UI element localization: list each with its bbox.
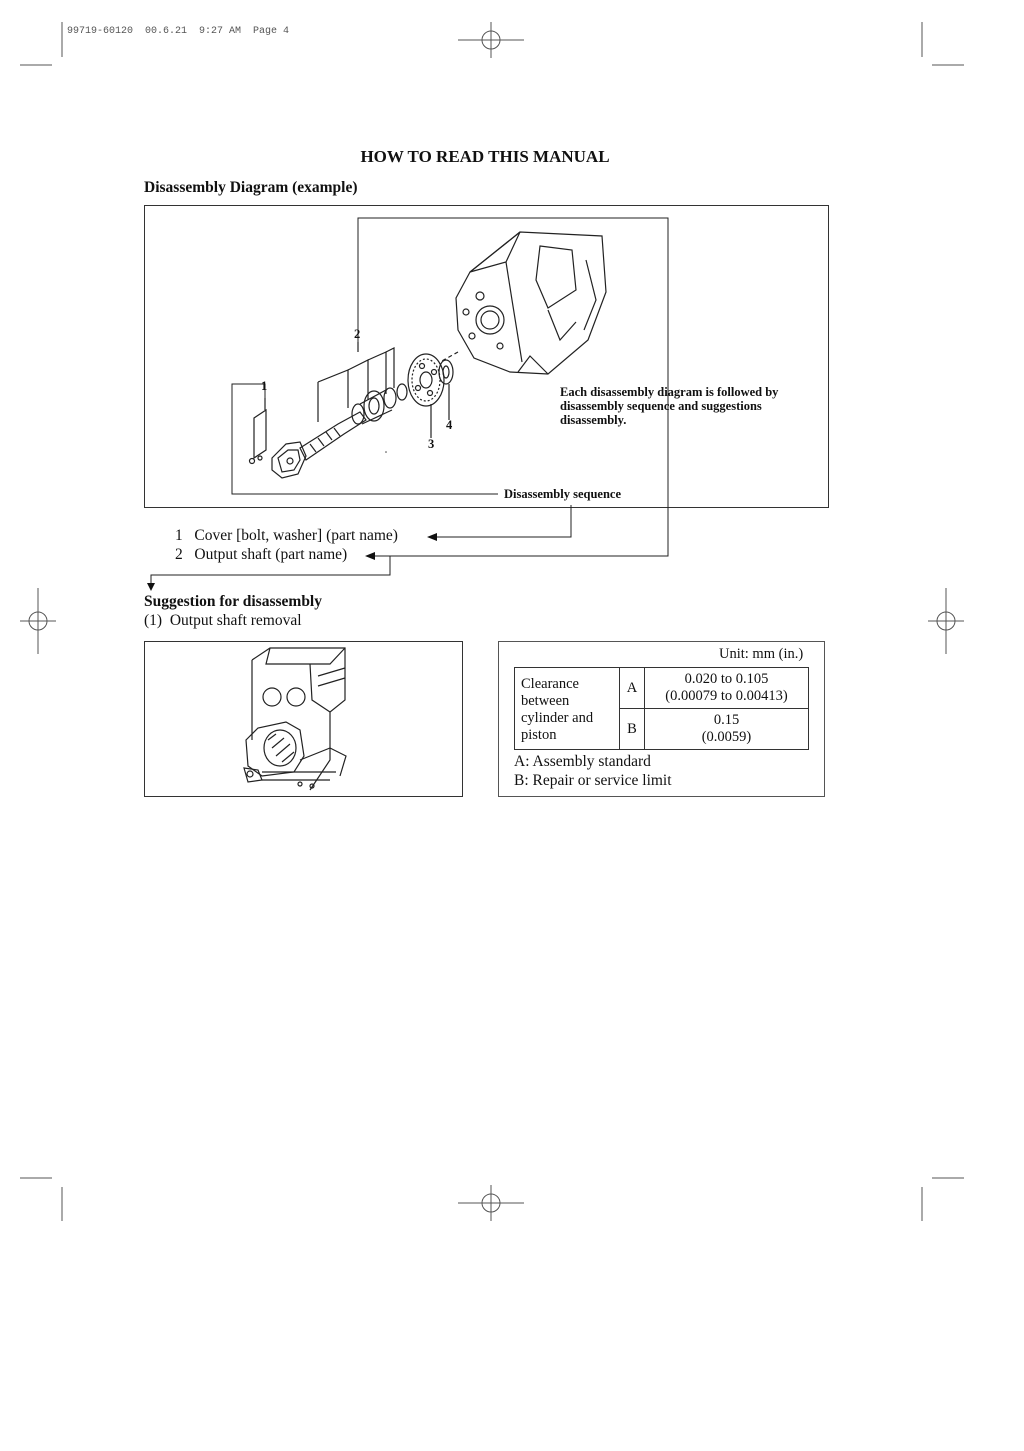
spec-unit: Unit: mm (in.) (719, 646, 804, 662)
print-slug: 99719-60120 00.6.21 9:27 AM Page 4 (67, 26, 290, 37)
diagram-explanation-line: Each disassembly diagram is followed by (560, 385, 779, 399)
spec-item-line: piston (521, 727, 557, 743)
suggestion-heading: Suggestion for disassembly (144, 593, 322, 610)
spec-item-cell (515, 668, 620, 750)
sequence-item-number: 2 (175, 546, 183, 563)
callout-2: 2 (354, 327, 361, 341)
page-title: HOW TO READ THIS MANUAL (360, 147, 610, 166)
spec-value-a (645, 668, 809, 709)
spec-table (514, 667, 809, 750)
spec-value-b (645, 709, 809, 750)
spec-value-mm: 0.020 to 0.105 (684, 671, 769, 687)
sequence-item-text: Cover [bolt, washer] (part name) (194, 527, 398, 544)
sequence-item-text: Output shaft (part name) (194, 546, 348, 563)
spec-legend-a: A: Assembly standard (514, 753, 651, 770)
spec-value-mm: 0.15 (713, 712, 740, 728)
spec-legend-b: B: Repair or service limit (514, 772, 672, 789)
section-heading: Disassembly Diagram (example) (144, 179, 358, 196)
spec-item-line: Clearance (521, 676, 579, 692)
spec-item-line: cylinder and (521, 710, 594, 726)
callout-3: 3 (428, 437, 435, 451)
spec-key-b: B (620, 709, 645, 750)
spec-value-in: (0.0059) (701, 729, 752, 745)
spec-value-in: (0.00079 to 0.00413) (665, 688, 788, 704)
callout-4: 4 (446, 418, 453, 432)
spec-item-line: between (521, 693, 570, 709)
suggestion-step: (1) Output shaft removal (144, 612, 302, 629)
disassembly-sequence-label: Disassembly sequence (504, 487, 622, 501)
table-row (515, 668, 809, 709)
diagram-explanation-line: disassembly sequence and suggestions (560, 399, 762, 413)
diagram-explanation-line: disassembly. (560, 413, 627, 427)
callout-1: 1 (261, 379, 268, 393)
spec-key-a: A (620, 668, 645, 709)
sequence-item-number: 1 (175, 527, 183, 544)
